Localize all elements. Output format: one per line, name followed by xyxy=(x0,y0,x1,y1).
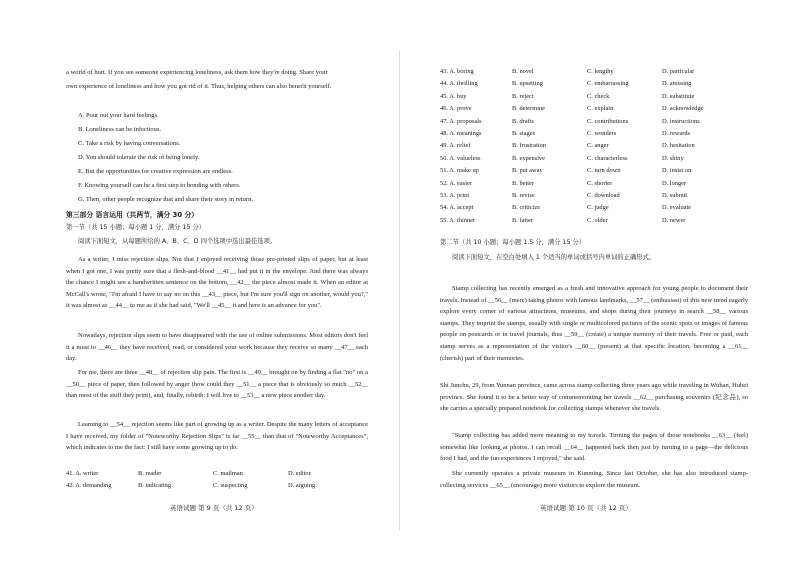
choice: C. suspecting xyxy=(213,482,248,490)
choice: C. judge xyxy=(587,204,609,212)
passage-paragraph-1: Stamp collecting has recently emerged as a fresh and innovative approach for young people to document their travels. Instead of __56__ (mere) taking photos with famous landmarks, __57__ (enthusiast) of this new trend eagerly explore every corner of various attractions, museums, and shops during their journeys in search __58__ various stamps. They imprint the stamps, usually with single or multicolored pictures of the scenic spots or images of famous people on postcards or in travel journals, thus __59__ (create) a unique memory of their travels. Free or paid, each stamp serves as a representation of the visitor's __60__ (present) at that specific location, becoming a __61__ (cherish) part of their memories. xyxy=(440,285,748,362)
choice: D. insist on xyxy=(662,167,692,175)
instruction: 阅读下面短文，在空白处填入 1 个适当的单词或括号内单词的正确形式。 xyxy=(452,254,656,261)
choice: B. reject xyxy=(512,92,534,100)
choice: B. drafts xyxy=(512,117,535,125)
section-heading: 第三部分 语言运用（共两节，满分 30 分） xyxy=(66,211,199,219)
passage-paragraph-3: "Stamp collecting has added more meaning to my travels. Turning the pages of those notebooks __63__ (feel) somewhat like looking at photos. I can recall __64__ happened back then just by turning to a page—the delicious food I had, and the fun experiences I enjoyed," she said. xyxy=(440,432,748,463)
choice: C. download xyxy=(587,191,620,199)
choice: D. editor xyxy=(288,470,311,477)
choice: D. rewards xyxy=(662,129,691,137)
subsection-heading: 第二节（共 10 小题；每小题 1.5 分，满分 15 分） xyxy=(440,239,586,246)
choice: D. evaluate xyxy=(662,204,692,212)
choices-43-55 xyxy=(440,66,732,227)
choice: C. wonders xyxy=(587,129,617,137)
option-c: C. Take a risk by having conversations. xyxy=(78,140,181,147)
passage-paragraph-2: Nowadays, rejection slips seem to have disappeared with the use of online submissions. Most editors don't feel it a must to __46__ they have received, read, or considered your work because they receive so many __47__ each day. xyxy=(66,332,368,363)
choice: B. upsetting xyxy=(512,80,543,88)
passage-paragraph-2: Shi Junchu, 29, from Yunnan province, came across stamp collecting three years ago while traveling in Wuhan, Hubei province. She found it to be a better way of commemorating her travels __62__ purchasing souvenirs (纪念品), so she carries a specially prepared notebook for collecting stamps whenever she travels. xyxy=(440,382,748,413)
right-page xyxy=(400,0,800,566)
choice: C. embarrassing xyxy=(587,80,629,88)
choice: D. newer xyxy=(662,216,686,224)
choice: D. amusing xyxy=(662,80,692,88)
choice: C. shorter xyxy=(587,179,613,187)
page-footer: 英语试题 第 10 页（共 12 页） xyxy=(540,504,632,512)
choice: 55. A. thinner xyxy=(440,216,476,224)
choice: 53. A. print xyxy=(440,191,470,199)
choice: D. acknowledge xyxy=(662,105,704,113)
option-b: B. Loneliness can be infectious. xyxy=(78,126,162,133)
intro-line-2: own experience of loneliness and how you got rid of it. Thus, helping others can also benefit yourself. xyxy=(66,83,332,90)
choice: 41. A. writer xyxy=(66,470,99,477)
choice: 54. A. accept xyxy=(440,204,474,212)
passage-paragraph-3: For me, there are three __48__ of rejection slip pain. The first is __49__ brought on by finding a flat "no" on a __50__ piece of paper, then followed by anger (how could they __51__ a piece that is obviously so much __52__ than most of the stuff they print), and, finally, rebirth: I will live to __53__ a new piece another day. xyxy=(66,369,368,400)
choice: B. novel xyxy=(512,68,534,75)
choice: D. particular xyxy=(662,68,695,75)
choice: D. hesitation xyxy=(662,142,695,150)
choice: C. anger xyxy=(587,142,609,150)
choice: B. frustration xyxy=(512,142,547,150)
choice: D. instructions xyxy=(662,117,700,125)
choice: D. substitute xyxy=(662,92,695,100)
option-g: G. Then, other people recognize that and share their story in return. xyxy=(78,196,253,203)
choice: B. revise xyxy=(512,191,535,199)
option-a: A. Pour out your hard feelings. xyxy=(78,112,159,119)
passage-paragraph-4: She currently operates a private museum in Kunming. Since last October, she has also introduced stamp-collecting services __65__ (encourage) more visitors to explore the museum. xyxy=(440,470,748,489)
choice: C. turn down xyxy=(587,167,621,175)
choice: B. determine xyxy=(512,105,546,113)
choice: 44. A. thrilling xyxy=(440,80,478,88)
choice: 50. A. valueless xyxy=(440,154,481,162)
choice: 43. A. boring xyxy=(440,68,474,75)
choice: B. stages xyxy=(512,129,536,137)
choice: 51. A. make up xyxy=(440,167,479,175)
choice: D. submit xyxy=(662,191,688,199)
page-footer: 英语试题 第 9 页（共 12 页） xyxy=(170,504,258,512)
choice: B. expensive xyxy=(512,154,546,162)
choice: B. put away xyxy=(512,167,543,175)
option-e: E. But the opportunities for creative expression are endless. xyxy=(78,168,233,175)
choice: C. older xyxy=(587,216,608,224)
choice: C. explain xyxy=(587,105,614,113)
choice: 52. A. easier xyxy=(440,179,472,187)
choice: B. better xyxy=(512,179,535,187)
choice: 47. A. proposals xyxy=(440,117,482,125)
intro-line-1: a world of hurt. If you see someone experiencing loneliness, ask them how they're doing. Share your xyxy=(66,69,328,76)
choice: D. shiny xyxy=(662,154,684,162)
choice: 49. A. relief xyxy=(440,142,471,150)
choice: 42. A. demanding xyxy=(66,482,112,490)
passage-paragraph-4: Learning to __54__ rejection seems like part of growing up as a writer. Despite the many letters of acceptance I have received, my folder of "Noteworthy Rejection Slips" is far __55__ than that of "Noteworthy Acceptances", which indicates to me the fact: I still have some growing up to do. xyxy=(66,421,368,452)
subsection-heading: 第一节（共 15 小题；每小题 1 分，满分 15 分） xyxy=(66,224,206,231)
choice: 45. A. buy xyxy=(440,92,467,100)
choices-41-42 xyxy=(66,468,358,493)
instruction: 阅读下面短文，从每题所给的 A、B、C、D 四个选项中选出最佳选项。 xyxy=(78,238,277,245)
option-d: D. You should tolerate the risk of being lonely. xyxy=(78,154,200,161)
choice: B. reader xyxy=(138,470,162,477)
choice: C. contributions xyxy=(587,117,629,125)
choice: B. criticize xyxy=(512,204,541,212)
choice: 48. A. meanings xyxy=(440,129,482,137)
choice: D. longer xyxy=(662,179,687,187)
choice: C. mailman xyxy=(213,470,243,477)
choice: C. characterless xyxy=(587,154,628,162)
option-f: F. Knowing yourself can be a first step to bonding with others. xyxy=(78,182,241,189)
passage-paragraph-1: As a writer, I miss rejection slips. Not that I enjoyed receiving those pre-printed slips of paper, but at least when I got one, I was pretty sure that a flesh-and-blood __41__ had put it in the envelope. And there was always the chance I might see a handwritten sentence on the bottom, __42__ the piece almost made it. When an editor at McCall's wrote, "I'm afraid I have to say no on this __43__ piece, but I'm sure you'll sign on another, would you?," it was almost as __44__ to me as if she had said, "We'll __45__ it and here is an advance for you". xyxy=(66,256,368,310)
choice: B. fatter xyxy=(512,216,533,224)
choice: B. indicating xyxy=(138,482,172,490)
choice: D. arguing xyxy=(288,482,316,490)
choice: C. lengthy xyxy=(587,68,614,75)
choice: 46. A. prove xyxy=(440,105,472,113)
choice: C. check xyxy=(587,92,610,100)
